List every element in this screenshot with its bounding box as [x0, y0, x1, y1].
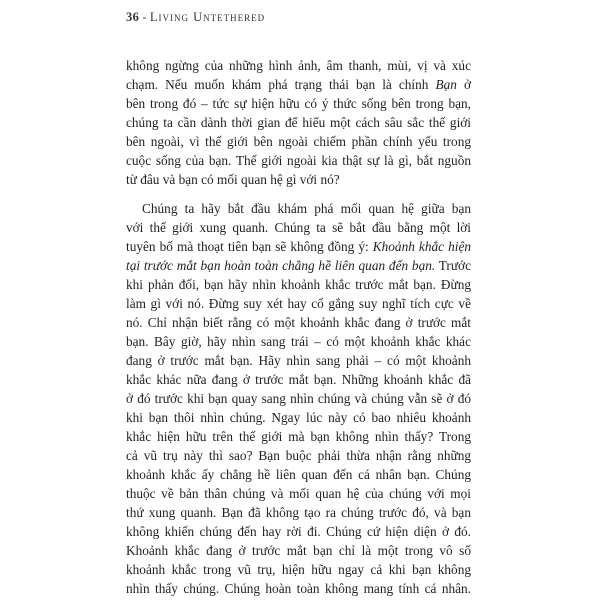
- text-line: không ngừng của những hình ảnh, âm thanh, mùi, vị và xúc: [126, 58, 471, 73]
- text-line: không khiến chúng đến hay rời đi. Chúng cứ hiện diện ở đó.: [126, 524, 471, 539]
- book-title: Living Untethered: [149, 10, 266, 24]
- text-line: thuộc về bản thân chúng và mối quan hệ của chúng với mọi: [126, 486, 471, 501]
- text-line: Khoảnh khắc đang ở trước mắt bạn chỉ là một trong vô số: [126, 543, 471, 558]
- text-line: Chúng ta hãy bắt đầu khám phá mối quan hệ giữa bạn: [142, 201, 471, 216]
- text-line: từ đâu và bạn có mối quan hệ gì với nó?: [126, 172, 340, 187]
- text-line: chúng ta cần dành thời gian để hiểu một cách sâu sắc thế giới: [126, 115, 471, 130]
- text-line: tại trước mắt bạn hoàn toàn chẳng hề liên quan đến bạn. Trước: [126, 258, 471, 273]
- text-line: bên ngoài, vì thế giới bên ngoài chiếm phần chính yếu trong: [126, 134, 471, 149]
- text-line: cả vũ trụ này thì sao? Bạn buộc phải thừa nhận rằng những: [126, 448, 471, 463]
- text-line: tuyên bố mà thoạt tiên bạn sẽ không đồng ý: Khoảnh khắc hiện: [126, 239, 471, 254]
- text-line: khắc hiện hữu trên thế giới mà bạn không nhìn thấy? Trong: [126, 429, 471, 444]
- paragraph-1: [126, 56, 471, 189]
- paragraph-gap: [126, 189, 471, 199]
- text-line: với thế giới xung quanh. Chúng ta sẽ bắt đầu bằng một lời: [126, 220, 471, 235]
- text-line: ở đó trước khi bạn quay sang nhìn chúng và chúng vẫn sẽ ở đó: [126, 391, 471, 406]
- text-line: khi phản đối, bạn hãy nhìn khoảnh khắc trước mắt bạn. Đừng: [126, 277, 471, 292]
- text-line: làm gì với nó. Đừng suy xét hay cố gắng suy nghĩ tích cực về: [126, 296, 471, 311]
- emphasis-text: Khoảnh khắc hiện: [372, 239, 471, 254]
- emphasis-text: Bạn: [435, 77, 457, 92]
- text-line: bạn. Bây giờ, hãy nhìn sang trái – có một khoảnh khắc khác: [126, 334, 471, 349]
- text-line: chạm. Nếu muốn khám phá trạng thái bạn là chính Bạn ở: [126, 77, 471, 92]
- text-line: khi bạn thôi nhìn chúng. Ngay lúc này có bao nhiêu khoảnh: [126, 410, 471, 425]
- body-text: [126, 56, 471, 598]
- text-line: thứ xung quanh. Bạn đã không tạo ra chúng trước đó, và bạn: [126, 505, 471, 520]
- text-line: khoảnh khắc trong vũ trụ, hiện hữu ngay cả khi bạn không: [126, 562, 471, 577]
- text-line: nhìn thấy chúng. Chúng hoàn toàn không mang tính cá nhân.: [126, 581, 471, 596]
- text-line: cuộc sống của bạn. Thế giới ngoài kia thật sự là gì, bắt nguồn: [126, 153, 471, 168]
- text-line: bên trong đó – tức sự hiện hữu có ý thức sống bên trong bạn,: [126, 96, 471, 111]
- header-separator: -: [142, 10, 147, 24]
- text-line: nó. Chỉ nhận biết rằng có một khoảnh khắc đang ở trước mắt: [126, 315, 471, 330]
- page-number: 36: [126, 10, 140, 24]
- text-line: khoảnh khắc ấy chẳng hề liên quan đến cá nhân bạn. Chúng: [126, 467, 471, 482]
- text-line: đang ở trước mắt bạn. Hãy nhìn sang phải – có một khoảnh: [126, 353, 471, 368]
- running-head: [126, 10, 265, 25]
- emphasis-text: tại trước mắt bạn hoàn toàn chẳng hề liên quan đến bạn.: [126, 258, 436, 273]
- paragraph-2: [126, 199, 471, 598]
- text-line: khắc khác nữa đang ở trước mắt bạn. Những khoảnh khắc đã: [126, 372, 471, 387]
